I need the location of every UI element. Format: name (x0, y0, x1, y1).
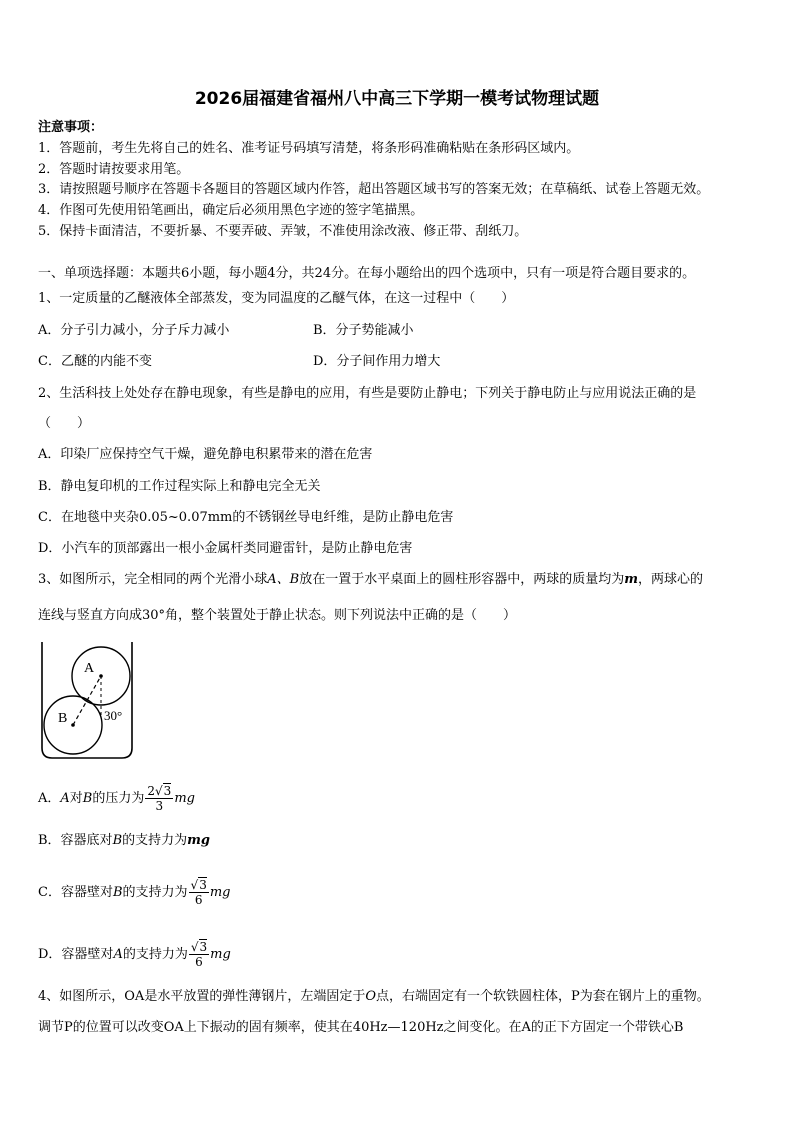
q3-option-c (38, 878, 230, 907)
symbol-b: B (112, 833, 123, 848)
question-3-stem-cont: 连线与竖直方向成30°角，整个装置处于静止状态。则下列说法中正确的是（ ） (38, 608, 517, 623)
q1-option-b: B．分子势能减小 (313, 323, 414, 338)
fraction: $\frac{2√3}{3}$ (147, 784, 172, 813)
option-text: D．容器壁对 (38, 947, 114, 962)
notice-item: 3．请按照题号顺序在答题卡各题目的答题区域内作答，超出答题区域书写的答案无效；在草稿纸、试卷上答题无效。 (38, 182, 710, 197)
question-2-stem-cont: （ ） (38, 416, 91, 431)
ball-b-center (71, 723, 75, 727)
question-1-stem: 1、一定质量的乙醚液体全部蒸发，变为同温度的乙醚气体，在这一过程中（ ） (38, 291, 515, 306)
notice-item: 1．答题前，考生先将自己的姓名、准考证号码填写清楚，将条形码准确粘贴在条形码区域内。 (38, 141, 580, 156)
mg-symbol: mg (187, 833, 210, 848)
q4-stem-text: 4、如图所示，OA是水平放置的弹性薄钢片，左端固定于 (38, 989, 366, 1004)
fraction: $\frac{√3}{6}$ (190, 878, 207, 907)
q1-option-c: C．乙醚的内能不变 (38, 354, 152, 369)
label-a: A (84, 661, 95, 676)
q3-stem-text: 放在一置于水平桌面上的圆柱形容器中，两球的质量均为 (299, 572, 625, 587)
q2-option-b: B．静电复印机的工作过程实际上和静电完全无关 (38, 479, 321, 494)
q3-stem-text: 3、如图所示，完全相同的两个光滑小球 (38, 572, 268, 587)
radicand: 3 (163, 784, 172, 798)
radicand: 3 (199, 878, 207, 892)
q4-stem-text: 点，右端固定有一个软铁圆柱体，P为套在钢片上的重物。 (376, 989, 710, 1004)
q2-option-c: C．在地毯中夹杂0.05~0.07mm的不锈钢丝导电纤维，是防止静电危害 (38, 510, 454, 525)
option-text: 对 (69, 791, 83, 806)
question-2-stem: 2、生活科技上处处存在静电现象，有些是静电的应用，有些是要防止静电；下列关于静电防止与应用说法正确的是 (38, 386, 697, 401)
option-text: 的支持力为 (122, 833, 188, 848)
q1-option-a: A．分子引力减小，分子斥力减小 (38, 323, 230, 338)
radicand: 3 (199, 940, 208, 954)
mg-symbol: mg (210, 947, 231, 962)
option-text: 的支持力为 (122, 947, 188, 962)
symbol-a: A (60, 791, 70, 806)
q1-option-d: D．分子间作用力增大 (313, 354, 441, 369)
denominator: 3 (155, 799, 164, 813)
q2-option-a: A．印染厂应保持空气干燥，避免静电积累带来的潜在危害 (38, 447, 373, 462)
label-b: B (58, 711, 68, 726)
option-text: 的支持力为 (122, 885, 188, 900)
option-text: C．容器壁对 (38, 885, 113, 900)
q3-option-d (38, 940, 231, 969)
option-text: B．容器底对 (38, 833, 113, 848)
page-title: 2026届福建省福州八中高三下学期一模考试物理试题 (194, 89, 600, 109)
center-line (73, 676, 101, 725)
notice-item: 2．答题时请按要求用笔。 (38, 162, 190, 177)
q3-stem-text: ，两球心的 (638, 572, 704, 587)
question-3-stem (38, 571, 703, 589)
notice-heading: 注意事项： (38, 120, 104, 135)
q2-option-d: D．小汽车的顶部露出一根小金属杆类同避雷针，是防止静电危害 (38, 541, 413, 556)
section-heading: 一、单项选择题：本题共6小题，每小题4分，共24分。在每小题给出的四个选项中，只有一项是符合题目要求的。 (38, 266, 696, 281)
mg-symbol: mg (174, 791, 195, 806)
option-prefix: A． (38, 791, 61, 806)
option-text: 的压力为 (92, 791, 145, 806)
symbol-o: O (365, 989, 376, 1004)
denominator: 6 (194, 893, 203, 907)
symbol-b: B (82, 791, 93, 806)
ball-a-center (99, 674, 103, 678)
q3-option-b (38, 832, 210, 850)
denominator: 6 (195, 955, 203, 969)
q3-option-a (38, 784, 195, 813)
mg-symbol: mg (209, 885, 231, 900)
numerator-coef: 2 (147, 784, 156, 798)
symbol-a: A (113, 947, 123, 962)
question-4-stem (38, 988, 710, 1006)
container-balls-figure (38, 640, 138, 760)
q3-stem-mass: m (624, 572, 639, 587)
notice-item: 4．作图可先使用铅笔画出，确定后必须用黑色字迹的签字笔描黑。 (38, 203, 424, 218)
fraction: $\frac{√3}{6}$ (190, 940, 208, 969)
notice-item: 5．保持卡面清洁，不要折暴、不要弄破、弄皱，不准使用涂改液、修正带、刮纸刀。 (38, 224, 528, 239)
angle-label: 30° (104, 708, 123, 723)
q3-stem-balls: A、B (267, 572, 300, 587)
symbol-b: B (112, 885, 123, 900)
question-4-stem-cont: 调节P的位置可以改变OA上下振动的固有频率，使其在40Hz—120Hz之间变化。在A的正下方固定一个带铁心B (38, 1020, 684, 1035)
